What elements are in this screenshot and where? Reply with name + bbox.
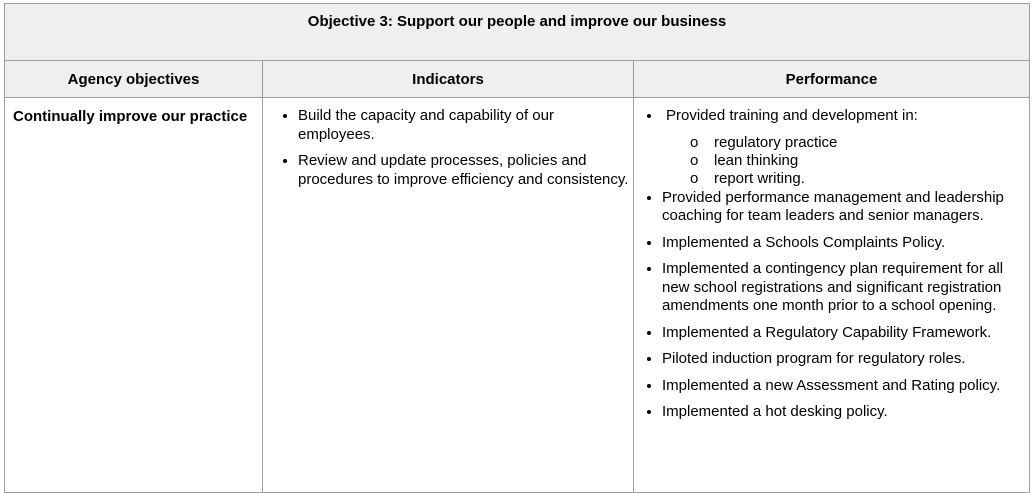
indicator-item: • Build the capacity and capability of our employees. (298, 107, 633, 144)
training-sublist (666, 134, 1029, 188)
performance-item: • Provided performance management and leadership coaching for team leaders and senior managers. (662, 189, 1029, 226)
performance-cell (634, 98, 1030, 493)
performance-item: • Implemented a contingency plan requirement for all new school registrations and significant registration amendments one month prior to a school opening. (662, 260, 1029, 316)
indicators-list (263, 107, 633, 189)
performance-list (634, 107, 1029, 422)
performance-item: • Implemented a new Assessment and Rating policy. (662, 377, 1029, 396)
objective-text: Continually improve our practice (13, 108, 248, 125)
sub-item-text: regulatory practice (714, 133, 838, 151)
table-header-row (5, 61, 1030, 98)
circle-bullet-icon: o (690, 169, 699, 187)
circle-bullet-icon: o (690, 133, 699, 151)
objective-cell (5, 98, 263, 493)
objectives-table (4, 3, 1030, 493)
performance-item: • Implemented a Schools Complaints Policy. (662, 234, 1029, 253)
sub-item-text: lean thinking (714, 151, 799, 169)
table-title-row (5, 4, 1030, 61)
sub-list-item (690, 134, 1029, 152)
performance-item: • Implemented a hot desking policy. (662, 403, 1029, 422)
document-page (4, 3, 1029, 493)
performance-item: • Piloted induction program for regulatory roles. (662, 350, 1029, 369)
sub-item-text: report writing. (714, 169, 805, 187)
performance-item: • Implemented a Regulatory Capability Framework. (662, 324, 1029, 343)
performance-intro: Provided training and development in: (666, 107, 918, 124)
header-agency-objectives: Agency objectives (5, 61, 263, 98)
sub-list-item (690, 152, 1029, 170)
header-performance: Performance (634, 61, 1030, 98)
sub-list-item (690, 170, 1029, 188)
performance-item (662, 107, 1029, 188)
indicators-cell (263, 98, 634, 493)
indicator-item: • Review and update processes, policies and procedures to improve efficiency and consistency. (298, 152, 633, 189)
header-indicators: Indicators (263, 61, 634, 98)
table-title: Objective 3: Support our people and improve our business (5, 4, 1030, 61)
table-row (5, 98, 1030, 493)
circle-bullet-icon: o (690, 151, 699, 169)
